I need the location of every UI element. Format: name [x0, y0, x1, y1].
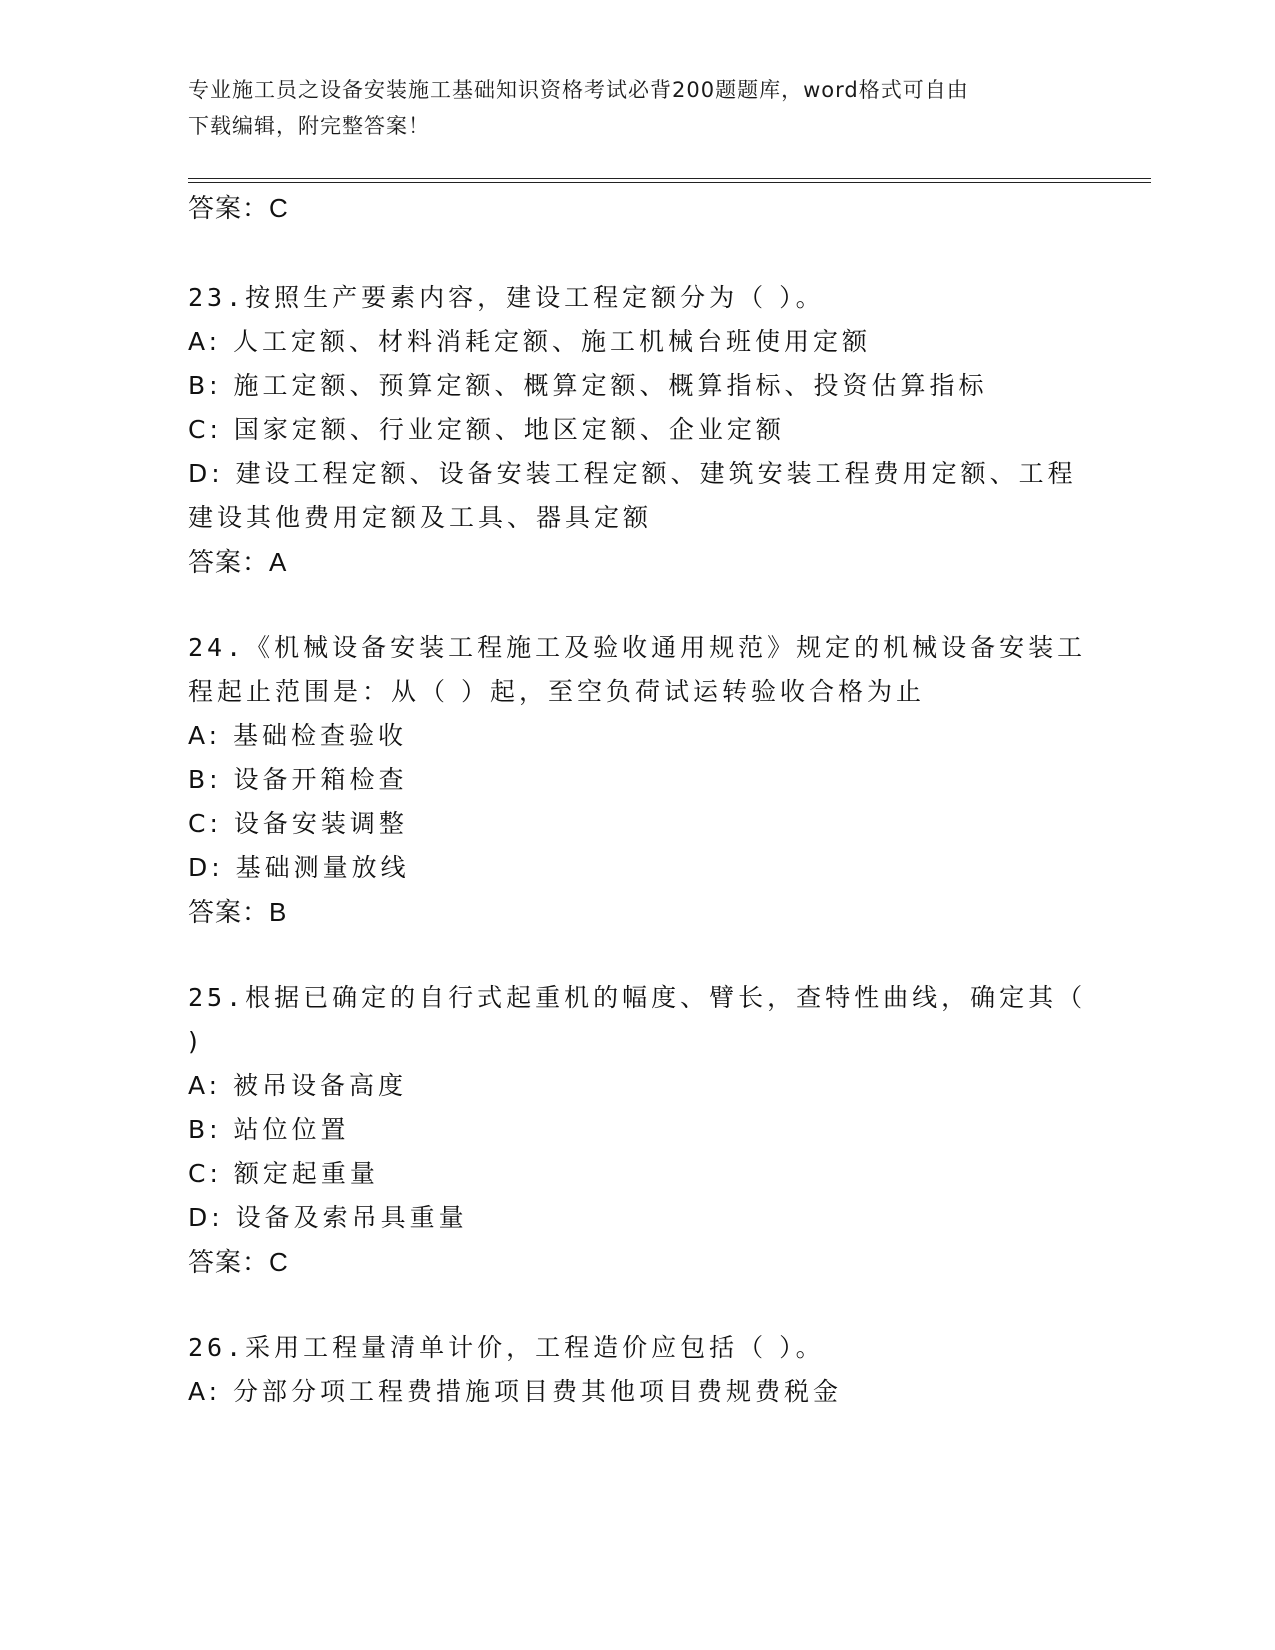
- question-stem-line: 《机械设备安装工程施工及验收通用规范》规定的机械设备安装工: [245, 633, 1087, 662]
- header-divider-bottom: [188, 182, 1151, 183]
- question-24-answer: 答案：B: [188, 897, 288, 927]
- question-26-stem: [188, 1332, 1088, 1364]
- question-25-option-b: B: 站位位置: [188, 1115, 350, 1144]
- document-header: [188, 72, 1068, 144]
- question-number: 23.: [188, 283, 246, 312]
- question-25-option-c: C: 额定起重量: [188, 1159, 379, 1188]
- question-number: 24.: [188, 633, 246, 662]
- question-24-stem: [188, 632, 1088, 664]
- question-25-option-d: D: 设备及索吊具重量: [188, 1203, 468, 1232]
- question-25-answer: 答案：C: [188, 1247, 289, 1277]
- question-24-option-d: D: 基础测量放线: [188, 853, 410, 882]
- header-line-1: 专业施工员之设备安装施工基础知识资格考试必背200题题库，word格式可自由: [188, 78, 969, 102]
- question-24-option-b: B: 设备开箱检查: [188, 765, 408, 794]
- question-number: 25.: [188, 983, 246, 1012]
- header-line-2: 下载编辑，附完整答案！: [188, 114, 430, 138]
- question-stem-line: 采用工程量清单计价，工程造价应包括（ ）。: [245, 1333, 825, 1362]
- question-24-option-a: A: 基础检查验收: [188, 721, 408, 750]
- question-26-option-a: A: 分部分项工程费措施项目费其他项目费规费税金: [188, 1377, 843, 1406]
- question-stem-line: 按照生产要素内容，建设工程定额分为（ ）。: [245, 283, 825, 312]
- question-24-stem-cont: 程起止范围是：从（ ）起，至空负荷试运转验收合格为止: [188, 677, 925, 706]
- question-24-option-c: C: 设备安装调整: [188, 809, 408, 838]
- question-25-option-a: A: 被吊设备高度: [188, 1071, 408, 1100]
- question-23-stem: [188, 282, 1088, 314]
- question-23-answer: 答案：A: [188, 547, 288, 577]
- question-25-stem: [188, 982, 1088, 1014]
- header-divider-top: [188, 178, 1151, 179]
- question-23-option-b: B: 施工定额、预算定额、概算定额、概算指标、投资估算指标: [188, 371, 988, 400]
- question-25-stem-cont: ): [188, 1027, 202, 1056]
- question-23-option-c: C: 国家定额、行业定额、地区定额、企业定额: [188, 415, 785, 444]
- question-stem-line: 根据已确定的自行式起重机的幅度、臂长，查特性曲线，确定其（: [245, 983, 1087, 1012]
- answer-previous: 答案：C: [188, 193, 289, 223]
- question-number: 26.: [188, 1333, 246, 1362]
- question-23-option-a: A: 人工定额、材料消耗定额、施工机械台班使用定额: [188, 327, 872, 356]
- question-23-option-d-cont: 建设其他费用定额及工具、器具定额: [188, 503, 653, 532]
- question-23-option-d: D: 建设工程定额、设备安装工程定额、建筑安装工程费用定额、工程: [188, 459, 1077, 488]
